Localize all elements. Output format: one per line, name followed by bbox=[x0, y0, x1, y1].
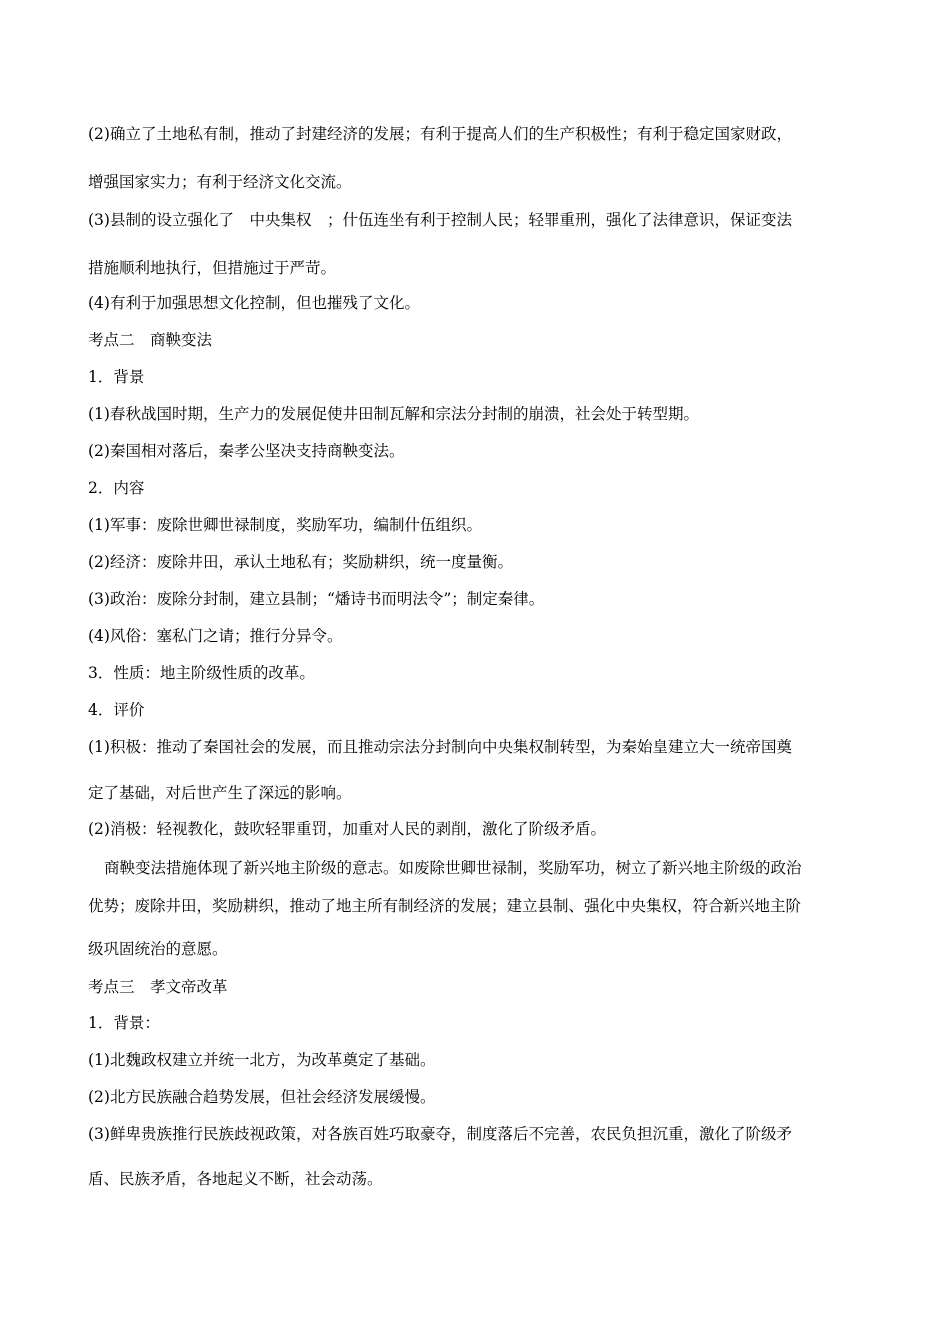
section-heading: 考点三 孝文帝改革 bbox=[88, 978, 228, 996]
subheading: 1．背景 bbox=[88, 368, 145, 386]
text-line: (3)鲜卑贵族推行民族歧视政策，对各族百姓巧取豪夺，制度落后不完善，农民负担沉重，激化了阶级矛 bbox=[88, 1125, 792, 1143]
text-line: 优势；废除井田，奖励耕织，推动了地主所有制经济的发展；建立县制、强化中央集权，符合新兴地主阶 bbox=[88, 897, 802, 915]
text-line: 商鞅变法措施体现了新兴地主阶级的意志。如废除世卿世禄制，奖励军功，树立了新兴地主阶级的政治 bbox=[104, 859, 802, 877]
text-line: (3)县制的设立强化了 中央集权 ；什伍连坐有利于控制人民；轻罪重刑，强化了法律意识，保证变法 bbox=[88, 211, 792, 229]
text-line: (2)消极：轻视教化，鼓吹轻罪重罚，加重对人民的剥削，激化了阶级矛盾。 bbox=[88, 820, 606, 838]
text-line: 盾、民族矛盾，各地起义不断，社会动荡。 bbox=[88, 1170, 383, 1188]
text-line: 措施顺利地执行，但措施过于严苛。 bbox=[88, 259, 337, 277]
subheading: 4．评价 bbox=[88, 701, 145, 719]
text-line: (1)积极：推动了秦国社会的发展，而且推动宗法分封制向中央集权制转型，为秦始皇建立大一统帝国奠 bbox=[88, 738, 792, 756]
text-line: (2)秦国相对落后，秦孝公坚决支持商鞅变法。 bbox=[88, 442, 405, 460]
subheading: 1．背景： bbox=[88, 1014, 160, 1032]
text-line: 级巩固统治的意愿。 bbox=[88, 940, 228, 958]
subheading: 2．内容 bbox=[88, 479, 145, 497]
text-line: 定了基础，对后世产生了深远的影响。 bbox=[88, 784, 352, 802]
subheading: 3．性质：地主阶级性质的改革。 bbox=[88, 664, 315, 682]
text-line: 增强国家实力；有利于经济文化交流。 bbox=[88, 173, 352, 191]
text-line: (4)有利于加强思想文化控制，但也摧残了文化。 bbox=[88, 294, 420, 312]
text-line: (3)政治：废除分封制，建立县制；“燔诗书而明法令”；制定秦律。 bbox=[88, 590, 545, 608]
text-line: (1)北魏政权建立并统一北方，为改革奠定了基础。 bbox=[88, 1051, 436, 1069]
text-line: (1)春秋战国时期，生产力的发展促使井田制瓦解和宗法分封制的崩溃，社会处于转型期。 bbox=[88, 405, 699, 423]
text-line: (1)军事：废除世卿世禄制度，奖励军功，编制什伍组织。 bbox=[88, 516, 482, 534]
text-line: (2)经济：废除井田，承认土地私有；奖励耕织，统一度量衡。 bbox=[88, 553, 513, 571]
text-line: (2)北方民族融合趋势发展，但社会经济发展缓慢。 bbox=[88, 1088, 436, 1106]
text-line: (4)风俗：塞私门之请；推行分异令。 bbox=[88, 627, 343, 645]
text-line: (2)确立了土地私有制，推动了封建经济的发展；有利于提高人们的生产积极性；有利于稳定国家财政， bbox=[88, 125, 792, 143]
section-heading: 考点二 商鞅变法 bbox=[88, 331, 213, 349]
